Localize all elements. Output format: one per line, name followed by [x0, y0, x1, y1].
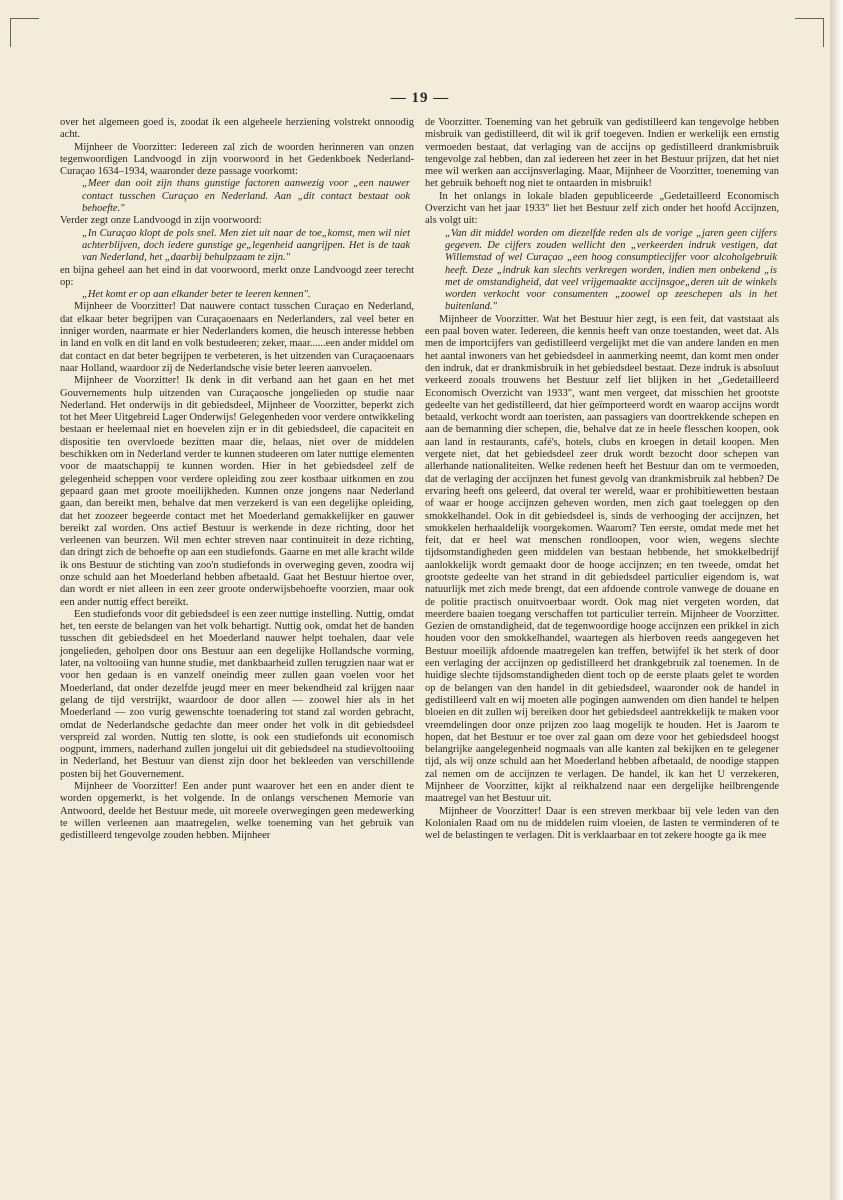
paragraph: over het algemeen goed is, zoodat ik een algeheele herziening volstrekt onnoodig acht. [60, 117, 414, 141]
paragraph: Mijnheer de Voorzitter! Ik denk in dit verband aan het gaan en het met Gouvernements hulp uitzenden van Curaçaosche jongelieden op studie naar Nederland. Het onderwijs in dit gebiedsdeel, Mijnheer de Voorzitter, beperkt zich tot het Meer Uitgebreid Lager Onderwijs! Gelegenheden voor verdere ontwikkeling bestaan er heelemaal niet en hoevelen zijn er in dit gebiedsdeel, die capaciteit en dispositie ten overvloede bezitten maar die, helaas, niet over de middelen beschikken om in Nederland verder te kunnen studeeren om later nuttige elementen voor de maatschappij te kunnen worden. Hier in het gebiedsdeel zelf de gelegenheid scheppen voor verdere opleiding zou zeer kostbaar uitkomen en zou gepaard gaan met groote moeilijkheden. Kunnen onze jongens naar Nederland gaan, dan bereikt men, behalve dat men verzekerd is van een degelijke opleiding, dat het zoozeer begeerde contact met het Moederland gemakkelijker en gauwer bereikt zal worden. Ons actief Bestuur is werkende in deze richting, door het verleenen van beurzen. Wil men echter streven naar continuiteit in deze richting, dan dringt zich de behoefte op aan een studiefonds. Gaarne en met alle kracht wilde ik ons Bestuur de stichting van zoo'n studiefonds in overweging geven, zoodra wij onze schuld aan het Moederland hebben afbetaald. Gaat het Bestuur hiertoe over, dan wordt er niet alleen in een zeer groote onderwijsbehoefte voorzien, maar ook een ander nuttig effect bereikt. [60, 375, 414, 608]
paragraph: Mijnheer de Voorzitter. Wat het Bestuur hier zegt, is een feit, dat vaststaat als een paal boven water. Iedereen, die kennis heeft van onze toestanden, weet dat. Als men de importcijfers van gedistilleerd vergelijkt met die van andere landen en men het aantal inwoners van het gebiedsdeel in aanmerking neemt, dan komt men onder den indruk, dat er drankmisbruik in het gebiedsdeel bestaat. Deze indruk is absoluut verkeerd zooals trouwens het Bestuur zelf liet blijken in het „Gedetailleerd Economisch Overzicht van 1933", want men vergeet, dat misschien het grootste gedeelte van het gedistilleerd, dat hier geïmporteerd wordt en waarop accijns wordt betaald, verkocht wordt aan toeristen, aan passagiers van doortrekkende schepen en aan de bemanning dier schepen, die, behalve dat ze in heele flesschen koopen, ook aan land in restaurants, café's, hotels, clubs en kroegen in detail koopen. Men vergete niet, dat het gebiedsdeel zeer druk wordt bezocht door schepen van allerhande nationaliteiten. Welke redenen heeft het Bestuur dan om te vermoeden, dat de verlaging der accijnzen het funest gevolg van drankmisbruik zal hebben? De ervaring heeft ons geleerd, dat overal ter wereld, waar er prohibitiewetten bestaan of waar er hooge accijnzen geheven worden, men zich gaat toeleggen op den smokkelhandel. Ook in dit gebiedsdeel is, sinds de verhooging der accijnzen, het smokkelen herhaaldelijk voorgekomen. Waarom? Ten eerste, omdat mede met het feit, dat er heel wat menschen rondloopen, voor wien, wegens slechte tijdsomstandigheden geen middelen van bestaan hebbende, het smokkelbedrijf aanlokkelijk wordt gemaakt door de hooge accijnzen; en ten tweede, omdat het grootste gedeelte van het strand in dit gebiedsdeel particulier eigendom is, wat natuurlijk met zich mede brengt, dat een afdoende controle vanwege de douane en de politie practisch onuitvoerbaar wordt. Ook mag niet vergeten worden, dat meerdere baaien toegang verschaffen tot particulier terrein. Mijnheer de Voorzitter. Gezien de omstandigheid, dat de tegenwoordige hooge accijnzen een prikkel in zich houden voor den smokkelhandel, waartegen als hierboven reeds aangegeven het Bestuur moeilijk afdoende maatregelen kan treffen, betwijfel ik het sterk of door een verlaging der accijnzen op gedistilleerd het drankgebruik zal toenemen. In de huidige slechte tijdsomstandigheden dient toch op de eerste plaats gelet te worden op de belangen van den handel in dit gebiedsdeel, waaronder ook de handel in gedistilleerd valt en wij moeten alle pogingen aanwenden om dien handel te helpen bloeien en dit zullen wij bereiken door het gebiedsdeel aantrekkelijk te maken voor vreemdelingen door onze prijzen zoo laag mogelijk te houden. Het is Jaarom te hopen, dat het Bestuur er toe over zal gaan om deze voor het gebiedsdeel hoogst belangrijke aangelegenheid nogmaals van alle kanten zal bekijken en te gelegener tijd, als wij onze schuld aan het Moederland hebben afbetaald, de noodige stappen zal nemen om de accijnzen te verlagen. De handel, ik kan het U verzekeren, Mijnheer de Voorzitter, kijkt al reikhalzend naar een dergelijke heilbrengende maatregel van het Bestuur uit. [425, 313, 779, 805]
page-number: — 19 — [390, 90, 450, 106]
paragraph: Mijnheer de Voorzitter! Dat nauwere contact tusschen Curaçao en Nederland, dat elkaar beter begrijpen van Curaçaoenaars en Nederlanders, zal veel beter en inniger worden, naarmate er hier Nederlanders komen, die heusch interesse hebben in land en volk en dit land en volk bestudeeren; zeker, maar......een ander middel om dat contact en dat beter begrijpen te verbeteren, is het uitzenden van Curaçaoenaars naar Holland, waardoor zij de Nederlandsche visie beter leeren aanvoelen. [60, 301, 414, 374]
paragraph: en bijna geheel aan het eind in dat voorwoord, merkt onze Landvoogd zeer terecht op: [60, 264, 414, 288]
quotation: „Het komt er op aan elkander beter te leeren kennen". [82, 289, 311, 301]
paragraph: Mijnheer de Voorzitter: Iedereen zal zich de woorden herinneren van onzen tegenwoordigen Landvoogd in zijn voorwoord in het Gedenkboek Nederland-Curaçao 1634–1934, waaronder deze passage voorkomt: [60, 141, 414, 178]
quotation: „In Curaçao klopt de pols snel. Men ziet uit naar de toe„komst, men wil niet achterblijven, doch iedere gunstige ge„legenheid aangrijpen. Het is de taak van Nederland, het „daarbij behulpzaam te zijn." [82, 227, 410, 264]
paragraph: Verder zegt onze Landvoogd in zijn voorwoord: [60, 215, 262, 227]
left-column [60, 117, 414, 843]
right-column [425, 117, 779, 843]
quotation: „Meer dan ooit zijn thans gunstige factoren aanwezig voor „een nauwer contact tusschen Curaçao en Nederland. Aan „dit contact bestaat ook behoefte." [82, 178, 410, 215]
corner-mark-right [795, 18, 824, 47]
paragraph: Mijnheer de Voorzitter! Daar is een streven merkbaar bij vele leden van den Kolonialen Raad om nu de middelen ruim vloeien, de lasten te verminderen of te wel de belastingen te verlagen. Dit is verklaarbaar en tot zekere hoogte ga ik mee [425, 805, 779, 842]
quotation: „Van dit middel worden om diezelfde reden als de vorige „jaren geen cijfers gegeven. De cijfers zouden wellicht den „verkeerden indruk vestigen, dat Willemstad of wel Curaçao „een hoog consumptiecijfer voor alcoholgebruik heeft. Deze „indruk kan slechts verkregen worden, indien men onbekend „is met de omstandigheid, dat veel vrijgemaakte accijnsgoe„deren uit de winkels worden verkocht voor consumenten „zoowel op zeeschepen als in het buitenland." [445, 227, 777, 313]
page-edge [830, 0, 843, 1200]
paragraph: Een studiefonds voor dit gebiedsdeel is een zeer nuttige instelling. Nuttig, omdat het, ten eerste de belangen van het volk behartigt. Nuttig ook, omdat het de banden tusschen dit gebiedsdeel en het Moederland nauwer helpt toehalen, daar vele jongelieden, geholpen door ons Bestuur aan een degelijke Hollandsche vorming, later, na voltooiing van hunne studie, met dankbaarheid zullen terugzien naar wat er voor hen gedaan is en vanzelf oneindig meer zullen gaan voelen voor het Moederland, dat onder dezelfde jeugd meer en meer bekendheid zal krijgen naar gelang de tijd verstrijkt, waardoor de door allen — zoowel hier als in het Moederland — zoo vurig gewenschte toenadering tot stand zal worden gebracht, omdat de Nederlandsche gedachte dan meer onder het volk in dit gebiedsdeel verspreid zal worden. Nuttig ten slotte, is ook een studiefonds uit economisch oogpunt, immers, naderhand zullen jongelui uit dit gebiedsdeel na studievoltooiing in Nederland, het Bestuur van dienst zijn door het bekleeden van verschillende posten bij het Gouvernement. [60, 608, 414, 780]
paragraph: de Voorzitter. Toeneming van het gebruik van gedistilleerd kan tengevolge hebben misbruik van gedistilleerd, dit wil ik grif toegeven. Indien er werkelijk een ernstig vermoeden bestaat, dat verlaging van de accijns op gedistilleerd drankmisbruik tengevolge zal hebben, dan zal iedereen het zeer in het Bestuur prijzen, dat het niet mee wil werken aan accijnsverlaging. Maar, Mijnheer de Voorzitter, toeneming van het gebruik behoeft nog niet te ontaarden in misbruik! [425, 117, 779, 190]
paragraph: Mijnheer de Voorzitter! Een ander punt waarover het een en ander dient te worden opgemerkt, is het volgende. In de onlangs verschenen Memorie van Antwoord, deelde het Bestuur mede, uit moreele overwegingen geen medewerking te willen verleenen aan maatregelen, welke toeneming van het gebruik van gedistilleerd tengevolge zouden hebben. Mijnheer [60, 781, 414, 842]
paragraph: In het onlangs in lokale bladen gepubliceerde „Gedetailleerd Economisch Overzicht van het jaar 1933" liet het Bestuur zelf zich onder het hoofd Accijnzen, als volgt uit: [425, 190, 779, 227]
corner-mark-left [10, 18, 39, 47]
